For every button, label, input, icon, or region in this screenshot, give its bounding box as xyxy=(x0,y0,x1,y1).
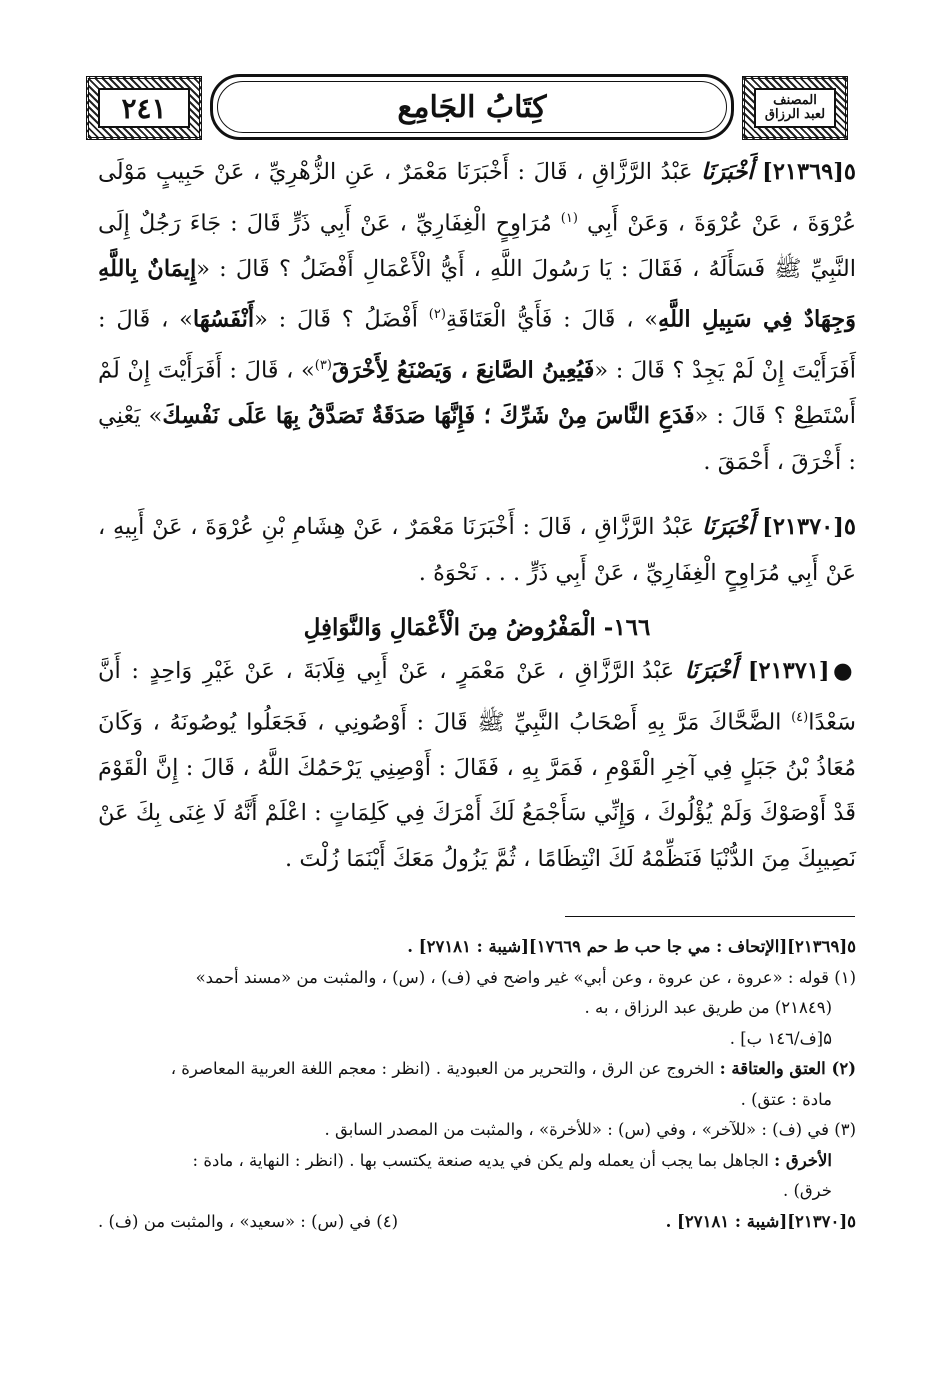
footnote-2: (٢) العتق والعتاقة : الخروج عن الرق ، والتحرير من العبودية . (انظر : معجم اللغة العربية المعاصرة ، xyxy=(170,1059,856,1078)
footnote-marker: ۵[ف/١٤٦ ب] . xyxy=(729,1028,832,1048)
main-text xyxy=(98,150,856,882)
hadith-number: ●[٢١٣٧١] xyxy=(747,658,857,684)
footnote-2-cont: مادة : عتق) . xyxy=(740,1089,832,1109)
book-title-frame xyxy=(210,74,734,140)
book-logo-box xyxy=(742,76,848,140)
footnote-3-cont: خرق) . xyxy=(782,1181,832,1200)
hadith-number: ٥[٢١٣٧٠] xyxy=(762,514,856,540)
page-number: ٢٤١ xyxy=(121,91,167,125)
hadith-21370: ٥[٢١٣٧٠] أَخْبَرَنَا عَبْدُ الرَّزَّاقِ ، قَالَ : أَخْبَرَنَا مَعْمَرٌ ، عَنْ هِشَامِ بْنِ عُرْوَةَ ، عَنْ أَبِيهِ ، عَنْ أَبِي مُرَاوِحٍ الْغِفَارِيِّ ، عَنْ أَبِي ذَرٍّ . . . نَحْوَهُ . xyxy=(98,514,856,586)
footnote-1-cont: (٢١٨٤٩) من طريق عبد الرزاق ، به . xyxy=(584,998,832,1017)
page-number-box xyxy=(86,76,202,140)
footnotes xyxy=(98,932,856,1237)
chapter-heading: ١٦٦- الْمَفْرُوضُ مِنَ الْأَعْمَالِ وَالنَّوَافِلِ xyxy=(303,614,651,641)
footnote-source-2: ٥[٢١٣٧٠][شيبة : ٢٧١٨١] . xyxy=(665,1211,856,1231)
hadith-number: ٥[٢١٣٦٩] xyxy=(762,159,857,185)
book-title: كِتَابُ الجَامِع xyxy=(397,89,547,125)
page-header xyxy=(82,72,852,140)
footnote-ref-4: (٤) xyxy=(791,709,809,725)
footnote-3-gloss: الأخرق : الجاهل بما يجب أن يعمله ولم يكن في يديه صنعة يكتسب بها . (انظر : النهاية ، مادة : xyxy=(192,1150,832,1170)
book-logo: المصنف لعبد الرزاق xyxy=(754,88,836,128)
footnote-1: (١) قوله : «عروة ، عن عروة ، وعن أبي» غير واضح في (ف) ، (س) ، والمثبت من «مسند أحمد» xyxy=(195,967,856,987)
footnote-4: (٤) في (س) : «سعيد» ، والمثبت من (ف) . xyxy=(98,1211,399,1231)
footnote-source: ٥[٢١٣٦٩][الإتحاف : مي جا حب ط حم ١٧٦٦٩][شيبة : ٢٧١٨١] . xyxy=(407,937,856,956)
footnote-ref-3: (٣) xyxy=(314,358,332,373)
footnote-ref-2: (٢) xyxy=(428,307,446,322)
hadith-21371: ●[٢١٣٧١] أَخْبَرَنَا عَبْدُ الرَّزَّاقِ ، عَنْ مَعْمَرٍ ، عَنْ أَبِي قِلَابَةَ ، عَنْ غَيْرِ وَاحِدٍ : أَنَّ سَعْدًا$^{(٤)}$ الضَّحَّاكَ مَرَّ بِهِ أَصْحَابُ النَّبِيِّ ﷺ قَالَ : أَوْصُونِي ، فَجَعَلُوا يُوصُونَهُ ، وَكَانَ مُعَاذُ بْنُ جَبَلٍ فِي آخِرِ الْقَوْمِ ، فَمَرَّ بِهِ ، فَقَالَ : أَوْصِنِي يَرْحَمُكَ اللَّهُ ، قَالَ : إِنَّ الْقَوْمَ قَدْ أَوْصَوْكَ وَلَمْ يُؤْلُوكَ ، وَإِنِّي سَأَجْمَعُ لَكَ أَمْرَكَ فِي كَلِمَاتٍ : اعْلَمْ أَنَّهُ لَا غِنَى بِكَ عَنْ نَصِيبِكَ مِنَ الدُّنْيَا فَنَظِّمْهُ لَكَ انْتِظَامًا ، ثُمَّ يَزُولُ مَعَكَ أَيْنَمَا زُلْتَ . xyxy=(98,658,857,872)
footnote-ref-1: (١) xyxy=(560,210,578,226)
footnote-divider xyxy=(565,916,855,917)
footnote-3: (٣) في (ف) : «للآخر» ، وفي (س) : «للأخرة» ، والمثبت من المصدر السابق . xyxy=(324,1120,856,1139)
footnote-last-row xyxy=(98,1207,856,1238)
hadith-21369: ٥[٢١٣٦٩] أَخْبَرَنَا عَبْدُ الرَّزَّاقِ ، قَالَ : أَخْبَرَنَا مَعْمَرٌ ، عَنِ الزُّهْرِيِّ ، عَنْ حَبِيبٍ مَوْلَى عُرْوَةَ ، عَنْ عُرْوَةَ ، وَعَنْ أَبِي $^{(١)}$ مُرَاوِحٍ الْغِفَارِيِّ ، عَنْ أَبِي ذَرٍّ قَالَ : جَاءَ رَجُلٌ إِلَى النَّبِيِّ ﷺ فَسَأَلَهُ ، فَقَالَ : يَا رَسُولَ اللَّهِ ، أَيُّ الْأَعْمَالِ أَفْضَلُ ؟ قَالَ : «إِيمَانٌ بِاللَّهِ وَجِهَادٌ فِي سَبِيلِ اللَّهِ» ، قَالَ : فَأَيُّ الْعَتَاقَةِ$^{(٢)}$ أَفْضَلُ ؟ قَالَ : «أَنْفَسُهَا» ، قَالَ : أَفَرَأَيْتَ إِنْ لَمْ يَجِدْ ؟ قَالَ : «فَيُعِينُ الصَّانِعَ ، وَيَصْنَعُ لِأَخْرَقَ$^{(٣)}$» ، قَالَ : أَفَرَأَيْتَ إِنْ لَمْ أَسْتَطِعْ ؟ قَالَ : «فَدَعِ النَّاسَ مِنْ شَرِّكَ ؛ فَإِنَّهَا صَدَقَةٌ تَصَدَّقُ بِهَا عَلَى نَفْسِكَ» يَعْنِي : أَخْرَقَ ، أَحْمَقَ . xyxy=(98,159,857,475)
